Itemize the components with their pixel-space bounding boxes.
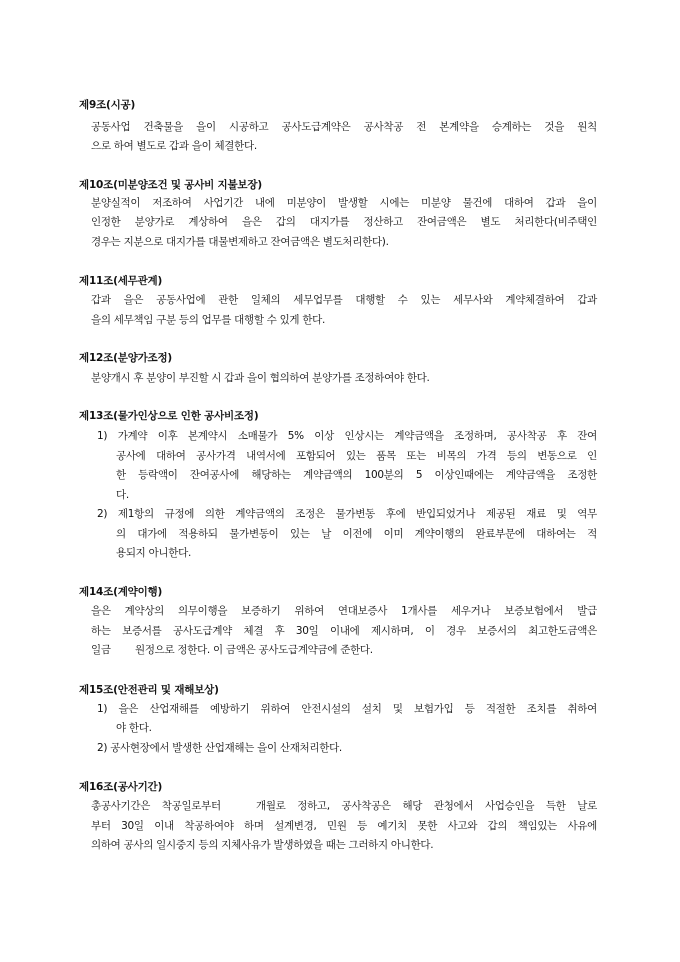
article-13-item-1-line-3: 한 등락액이 잔여공사에 해당하는 계약금액의 100분의 5 이상인때에는 계약금액을 조정한 — [116, 469, 597, 481]
article-11-heading: 제11조(세무관계) — [79, 275, 163, 287]
article-14-line-2: 하는 보증서를 공사도급계약 체결 후 30일 이내에 제시하며, 이 경우 보증서의 최고한도금액은 — [91, 625, 597, 637]
article-16-line-1: 총공사기간은 착공일로부터 개월로 정하고, 공사착공은 해당 관청에서 사업승인을 득한 날로 — [91, 800, 597, 812]
article-13-item-2-line-1: 2) 제1항의 규정에 의한 계약금액의 조정은 물가변동 후에 반입되었거나 제공된 재료 및 역무 — [97, 508, 597, 520]
article-13-item-2-line-3: 용되지 아니한다. — [116, 547, 191, 559]
article-9-line-2: 으로 하여 별도로 갑과 을이 체결한다. — [91, 140, 257, 152]
article-9-heading: 제9조(시공) — [79, 99, 136, 111]
article-13-heading: 제13조(물가인상으로 인한 공사비조정) — [79, 410, 259, 422]
article-14-heading: 제14조(계약이행) — [79, 586, 163, 598]
article-13-item-1-line-4: 다. — [116, 489, 129, 501]
article-14-line-1: 을은 계약상의 의무이행을 보증하기 위하여 연대보증사 1개사를 세우거나 보증보험에서 발급 — [91, 605, 597, 617]
article-10-heading: 제10조(미분양조건 및 공사비 지불보장) — [79, 179, 262, 191]
article-16-heading: 제16조(공사기간) — [79, 781, 163, 793]
article-9-line-1: 공동사업 건축물을 을이 시공하고 공사도급계약은 공사착공 전 본계약을 승계하는 것을 원칙 — [91, 121, 597, 133]
article-15-heading: 제15조(안전관리 및 재해보상) — [79, 684, 219, 696]
article-14-line-3: 일금 원정으로 정한다. 이 금액은 공사도급계약금에 준한다. — [91, 644, 373, 656]
article-15-item-1-line-2: 야 한다. — [116, 722, 152, 734]
article-13-item-2-line-2: 의 대가에 적용하되 물가변동이 있는 날 이전에 이미 계약이행의 완료부문에 대하여는 적 — [116, 528, 597, 540]
article-10-line-2: 인정한 분양가로 계상하여 을은 갑의 대지가를 정산하고 잔여금액은 별도 처리한다(비주택인 — [91, 216, 597, 228]
article-13-item-1-line-1: 1) 가계약 이후 본계약시 소매물가 5% 이상 인상시는 계약금액을 조정하며, 공사착공 후 잔여 — [97, 430, 597, 442]
article-11-line-1: 갑과 을은 공동사업에 관한 일체의 세무업무를 대행할 수 있는 세무사와 계약체결하여 갑과 — [91, 294, 597, 306]
article-13-item-1-line-2: 공사에 대하여 공사가격 내역서에 포함되어 있는 품목 또는 비목의 가격 등의 변동으로 인 — [116, 450, 597, 462]
article-11-line-2: 을의 세무책임 구분 등의 업무를 대행할 수 있게 한다. — [91, 314, 326, 326]
article-10-line-1: 분양실적이 저조하여 사업기간 내에 미분양이 발생할 시에는 미분양 물건에 대하여 갑과 을이 — [91, 197, 597, 209]
article-12-line-1: 분양개시 후 분양이 부진할 시 갑과 을이 협의하여 분양가를 조정하여야 한다. — [91, 372, 430, 384]
article-16-line-3: 의하여 공사의 일시중지 등의 지체사유가 발생하였을 때는 그러하지 아니한다. — [91, 839, 434, 851]
article-16-line-2: 부터 30일 이내 착공하여야 하며 설계변경, 민원 등 예기치 못한 사고와 갑의 책임있는 사유에 — [91, 820, 597, 832]
article-15-item-1-line-1: 1) 을은 산업재해를 예방하기 위하여 안전시설의 설치 및 보험가입 등 적절한 조치를 취하여 — [97, 703, 597, 715]
article-10-line-3: 경우는 지분으로 대지가를 대물변제하고 잔여금액은 별도처리한다). — [91, 236, 389, 248]
article-12-heading: 제12조(분양가조정) — [79, 352, 173, 364]
article-15-item-2-line-1: 2) 공사현장에서 발생한 산업재해는 을이 산재처리한다. — [97, 742, 342, 754]
